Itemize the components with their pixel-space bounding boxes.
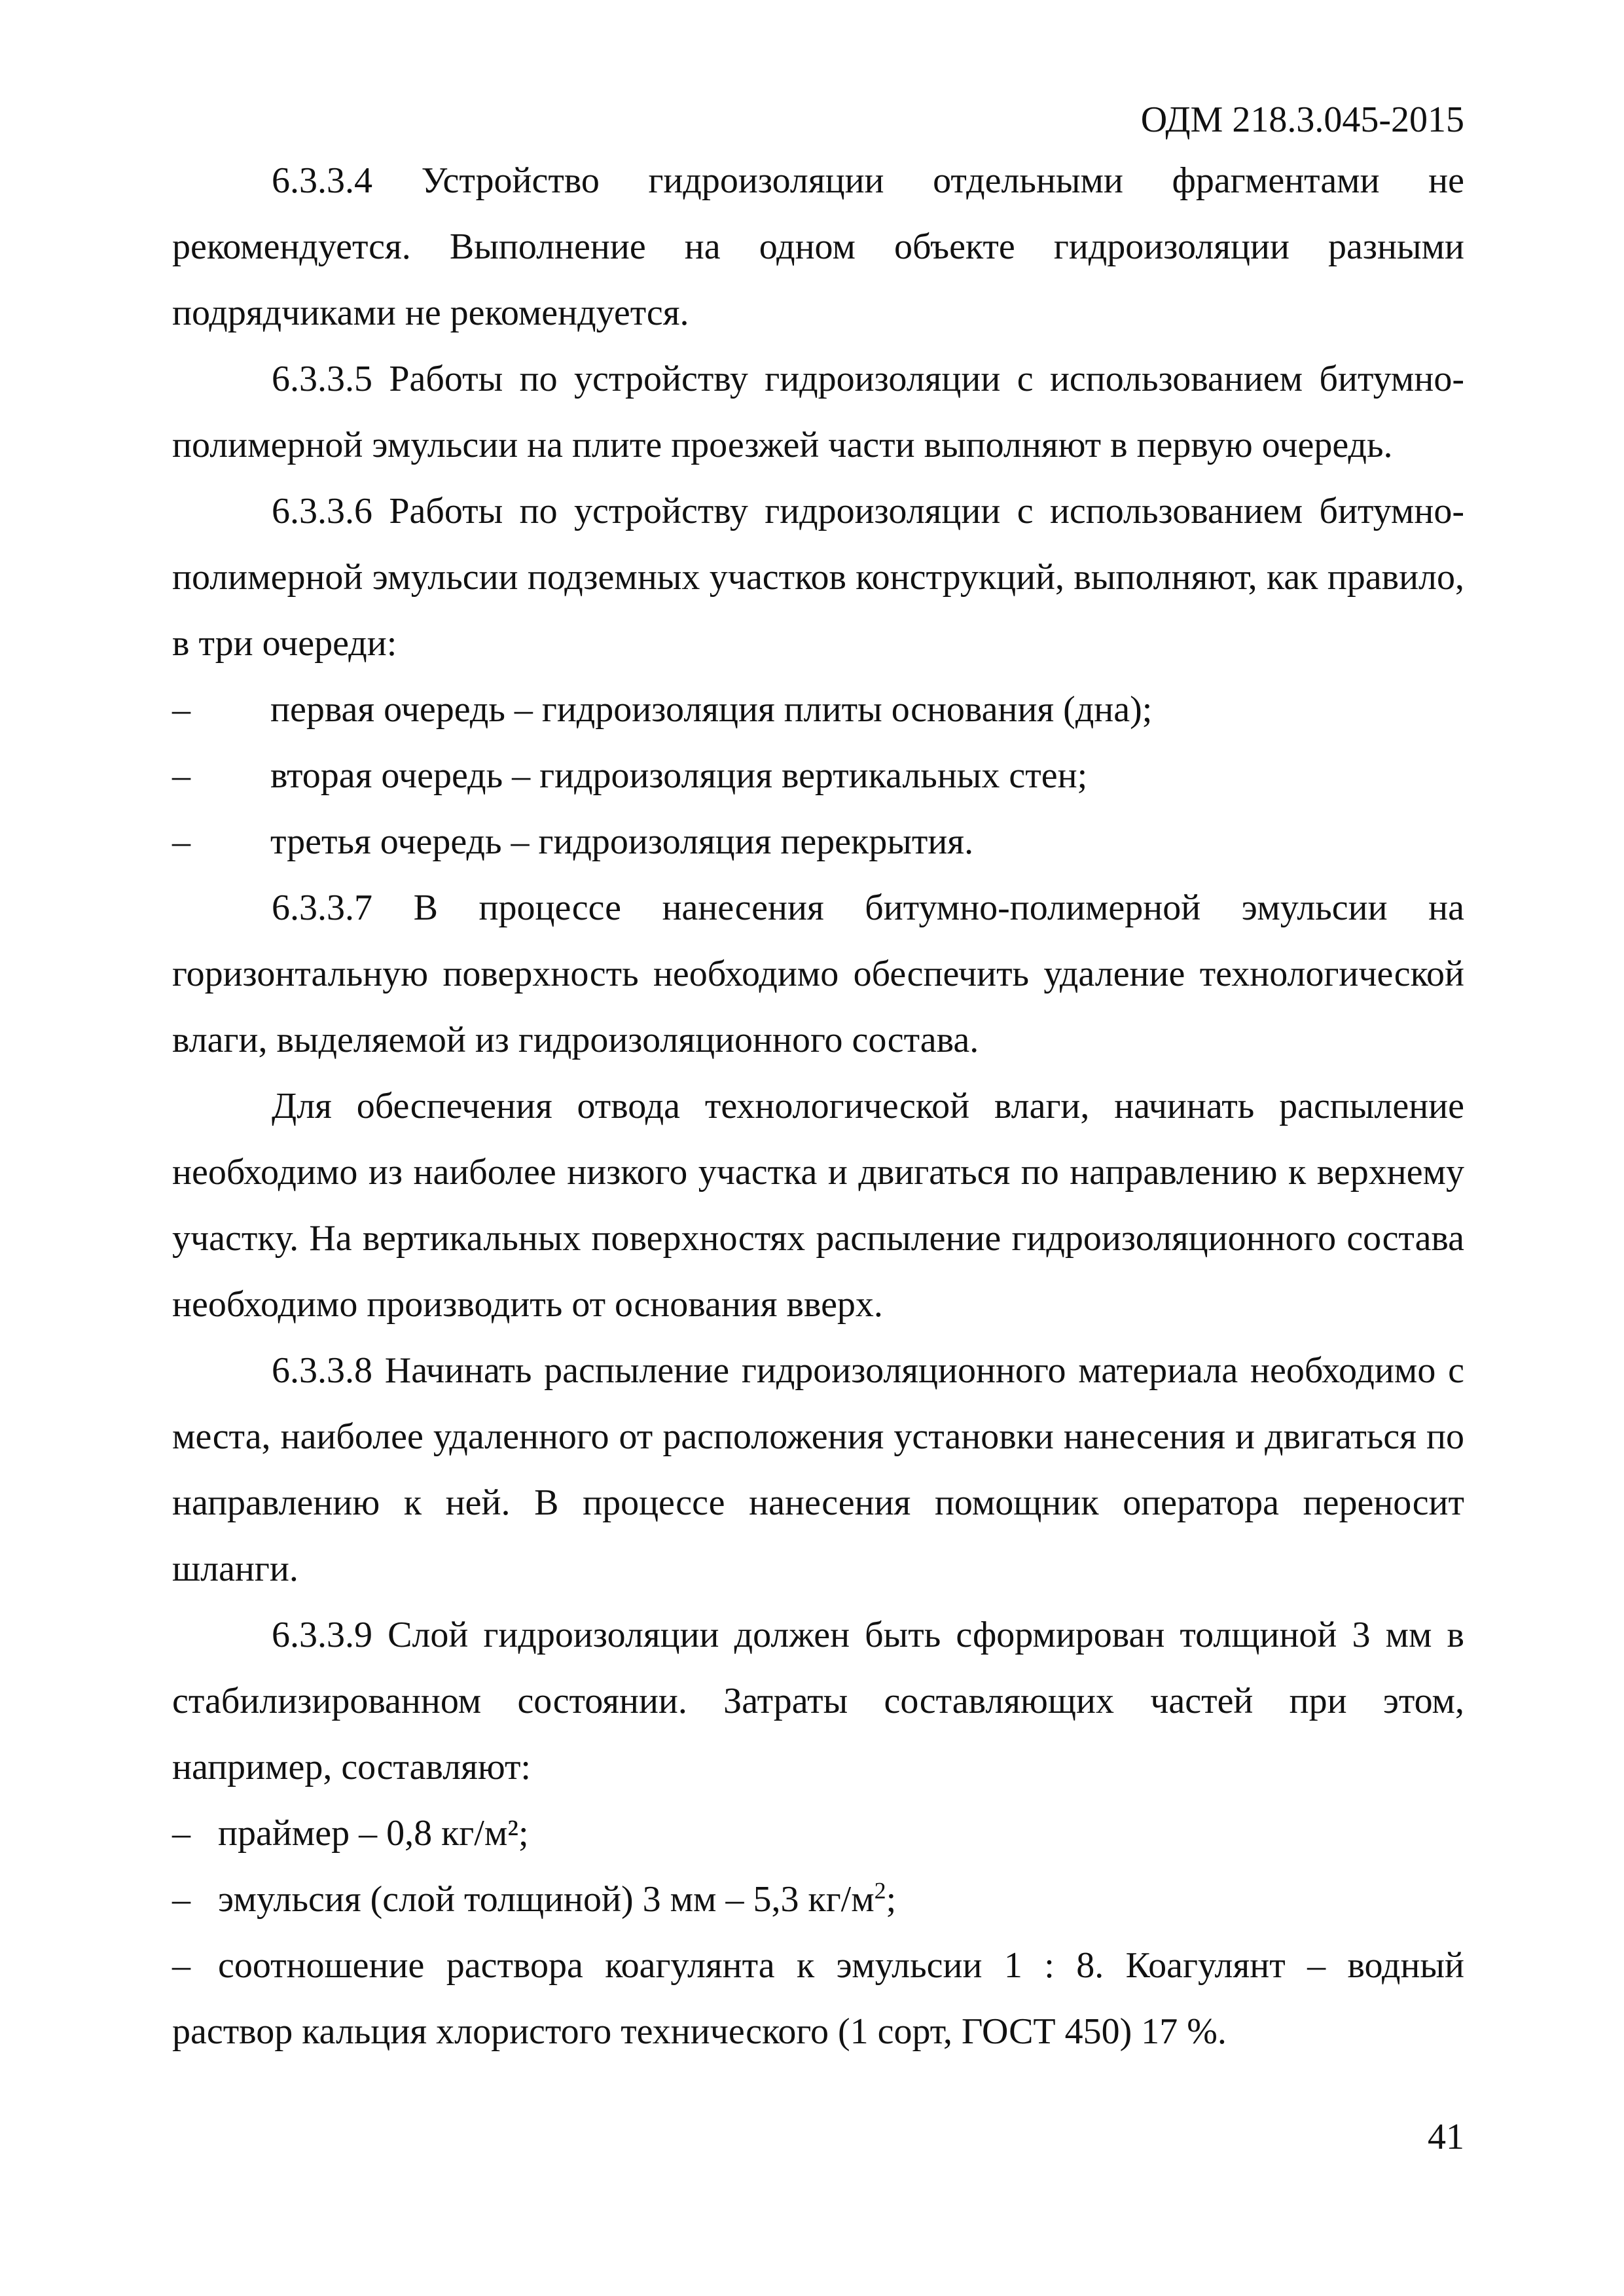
paragraph-6-3-3-9: 6.3.3.9 Слой гидроизоляции должен быть сформирован толщиной 3 мм в стабилизированном состоянии. Затраты составляющих частей при этом, например, составляют: [172, 1615, 1464, 1787]
dash-marker: – [172, 755, 190, 796]
dash-marker: – [172, 1945, 190, 1986]
list-item [172, 677, 1464, 743]
superscript-2: 2 [874, 1877, 886, 1904]
dash-marker: – [172, 1879, 190, 1920]
list-item [172, 743, 1464, 809]
list-item-text: соотношение раствора коагулянта к эмульсии 1 : 8. Коагулянт – водный раствор кальция хлористого технического (1 сорт, ГОСТ 450) 17 %. [172, 1945, 1464, 2052]
paragraph-moisture-drainage: Для обеспечения отвода технологической влаги, начинать распыление необходимо из наиболее низкого участка и двигаться по направлению к верхнему участку. На вертикальных поверхностях распыление гидроизоляционного состава необходимо производить от основания вверх. [172, 1086, 1464, 1325]
list-item-text: третья очередь – гидроизоляция перекрытия. [270, 821, 974, 862]
page-number: 41 [1428, 2117, 1464, 2157]
list-item-text: эмульсия (слой толщиной) 3 мм – 5,3 кг/м [218, 1879, 875, 1920]
list-item-text: праймер – 0,8 кг/м²; [218, 1813, 529, 1854]
paragraph-6-3-3-4: 6.3.3.4 Устройство гидроизоляции отдельными фрагментами не рекомендуется. Выполнение на одном объекте гидроизоляции разными подрядчиками не рекомендуется. [172, 160, 1464, 333]
list-item-text: первая очередь – гидроизоляция плиты основания (дна); [270, 689, 1153, 730]
list-item-text: вторая очередь – гидроизоляция вертикальных стен; [270, 755, 1088, 796]
document-body [172, 148, 1464, 2065]
document-code-header: ОДМ 218.3.045-2015 [1140, 99, 1464, 140]
dash-marker: – [172, 821, 190, 862]
paragraph-6-3-3-8: 6.3.3.8 Начинать распыление гидроизоляционного материала необходимо с места, наиболее удаленного от расположения установки нанесения и двигаться по направлению к ней. В процессе нанесения помощник оператора переносит шланги. [172, 1350, 1464, 1589]
list-item-emulsion [172, 1867, 1464, 1933]
list-item-text-suffix: ; [886, 1879, 897, 1920]
list-item-coagulant-ratio [172, 1933, 1464, 2065]
dash-marker: – [172, 1813, 190, 1854]
list-item [172, 809, 1464, 875]
list-item-primer [172, 1801, 1464, 1867]
dash-marker: – [172, 689, 190, 730]
consumption-list [172, 1801, 1464, 2065]
paragraph-6-3-3-7: 6.3.3.7 В процессе нанесения битумно-полимерной эмульсии на горизонтальную поверхность необходимо обеспечить удаление технологической влаги, выделяемой из гидроизоляционного состава. [172, 888, 1464, 1060]
queue-list [172, 677, 1464, 875]
paragraph-6-3-3-5: 6.3.3.5 Работы по устройству гидроизоляции с использованием битумно-полимерной эмульсии на плите проезжей части выполняют в первую очередь. [172, 359, 1464, 465]
paragraph-6-3-3-6: 6.3.3.6 Работы по устройству гидроизоляции с использованием битумно-полимерной эмульсии подземных участков конструкций, выполняют, как правило, в три очереди: [172, 491, 1464, 664]
